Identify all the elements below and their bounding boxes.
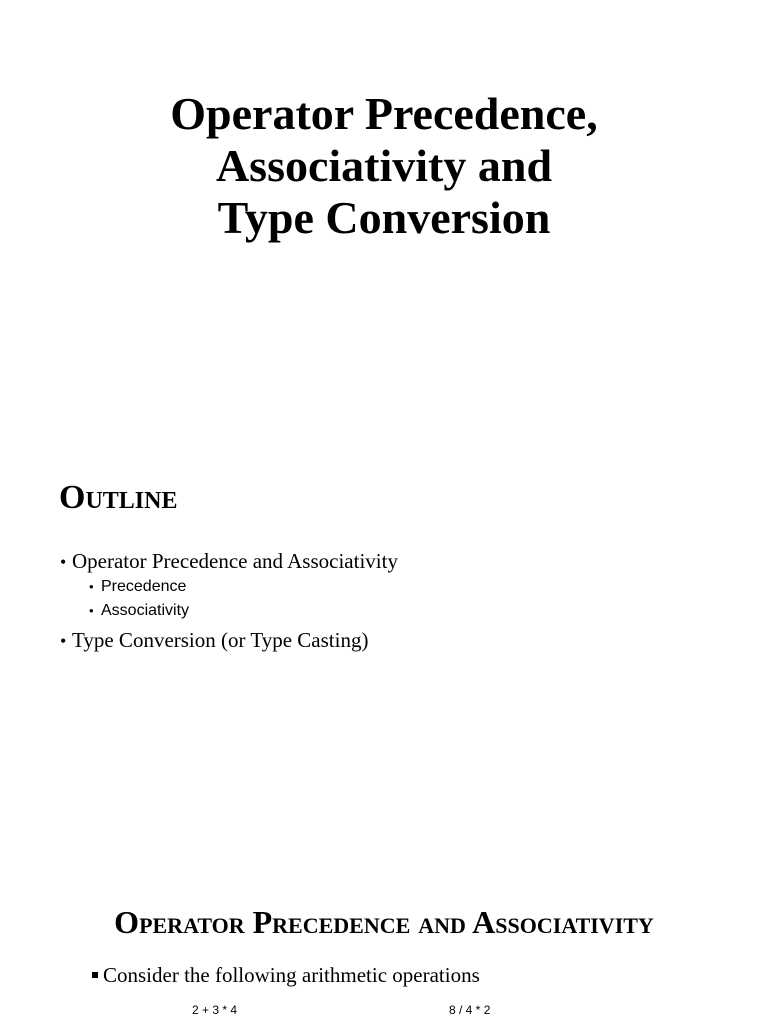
title-line: Type Conversion: [217, 192, 551, 243]
outline-item: [60, 627, 398, 654]
title-line: Operator Precedence,: [170, 88, 598, 139]
precedence-slide: [0, 890, 768, 1024]
precedence-bullet: [92, 962, 480, 988]
bullet-icon: •: [89, 579, 94, 594]
square-bullet-icon: [92, 972, 98, 978]
precedence-heading: Operator Precedence and Associativity: [114, 904, 654, 940]
precedence-bullet-text: Consider the following arithmetic operations: [103, 963, 480, 987]
outline-sub-list: [60, 575, 398, 623]
bullet-icon: •: [60, 631, 67, 651]
outline-heading: Outline: [59, 479, 178, 516]
outline-sub-item-label: Associativity: [101, 602, 190, 619]
outline-sub-item: [60, 599, 398, 623]
outline-slide: [0, 460, 768, 880]
outline-sub-item: [60, 575, 398, 599]
presentation-title: [0, 88, 768, 244]
outline-item-label: Type Conversion (or Type Casting): [72, 628, 369, 652]
expression-example: 8 / 4 * 2: [449, 1003, 491, 1017]
outline-item: [60, 548, 398, 623]
outline-sub-item-label: Precedence: [101, 578, 187, 595]
title-line: Associativity and: [215, 140, 553, 191]
bullet-icon: •: [89, 603, 94, 618]
bullet-icon: •: [60, 552, 67, 572]
outline-item-label: Operator Precedence and Associativity: [72, 549, 398, 573]
outline-list: [60, 548, 398, 654]
expression-example: 2 + 3 * 4: [192, 1003, 238, 1017]
title-slide: [0, 0, 768, 440]
